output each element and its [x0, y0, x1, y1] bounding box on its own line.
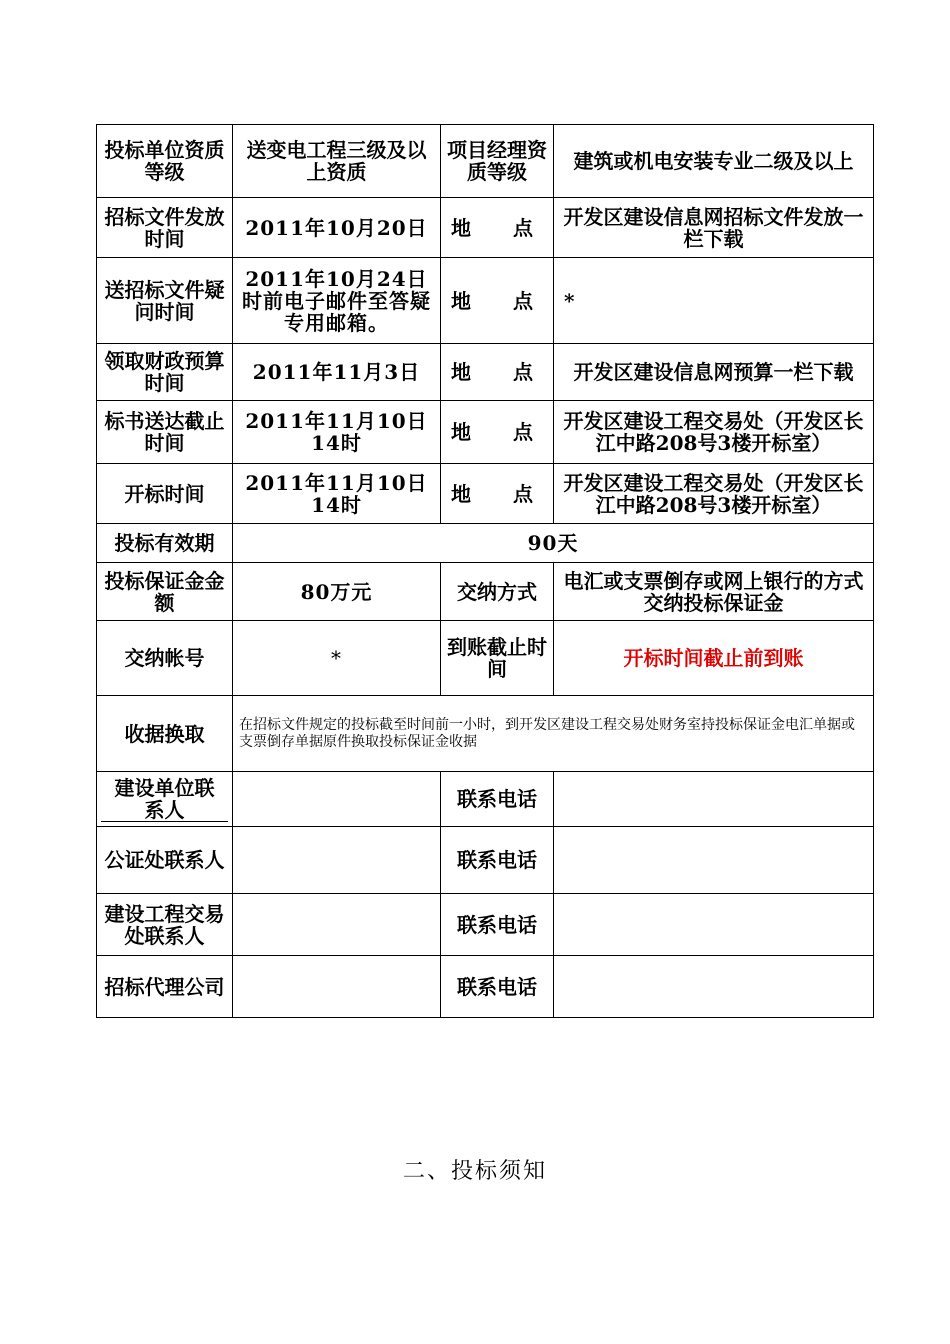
table-row	[97, 198, 874, 258]
value-client-contact	[233, 772, 441, 827]
cell-text: 开发区建设工程交易处（开发区长江中路208号3楼开标室）	[563, 471, 864, 516]
label-exchange-contact: 建设工程交易处联系人	[97, 894, 233, 956]
value-opening-location	[554, 464, 874, 524]
table-row	[97, 344, 874, 401]
value-budget-location: 开发区建设信息网预算一栏下载	[554, 344, 874, 401]
label-payment-method: 交纳方式	[441, 563, 554, 621]
label-receipt-exchange: 收据换取	[97, 696, 233, 772]
value-bid-deadline-location	[554, 401, 874, 464]
label-bid-deadline: 标书送达截止时间	[97, 401, 233, 464]
tender-info-table	[96, 124, 874, 1018]
value-doc-issue-location: 开发区建设信息网招标文件发放一栏下载	[554, 198, 874, 258]
label-location: 地 点	[441, 198, 554, 258]
value-validity: 90天	[233, 524, 874, 563]
label-phone: 联系电话	[441, 772, 554, 827]
label-validity: 投标有效期	[97, 524, 233, 563]
cell-text: 开发区建设工程交易处（开发区长江中路208号3楼开标室）	[563, 410, 864, 454]
value-bid-bond-amount: 80万元	[233, 563, 441, 621]
label-client-contact	[97, 772, 233, 827]
label-notary-contact: 公证处联系人	[97, 827, 233, 894]
label-phone: 联系电话	[441, 827, 554, 894]
table-row	[97, 772, 874, 827]
label-phone: 联系电话	[441, 894, 554, 956]
table-row	[97, 563, 874, 621]
value-account-number: *	[233, 621, 441, 696]
value-pm-qualification: 建筑或机电安装专业二级及以上	[554, 125, 874, 198]
label-pm-qualification: 项目经理资质等级	[441, 125, 554, 198]
label-bid-bond-amount: 投标保证金金额	[97, 563, 233, 621]
label-budget-time: 领取财政预算时间	[97, 344, 233, 401]
table-row	[97, 827, 874, 894]
value-agency	[233, 956, 441, 1018]
value-exchange-contact	[233, 894, 441, 956]
table-row	[97, 621, 874, 696]
table-row	[97, 956, 874, 1018]
label-phone: 联系电话	[441, 956, 554, 1018]
value-notary-contact	[233, 827, 441, 894]
label-opening-time: 开标时间	[97, 464, 233, 524]
value-client-phone	[554, 772, 874, 827]
value-notary-phone	[554, 827, 874, 894]
value-exchange-phone	[554, 894, 874, 956]
value-query-location: *	[554, 258, 874, 344]
label-location: 地 点	[441, 344, 554, 401]
label-arrival-deadline: 到账截止时间	[441, 621, 554, 696]
table-row	[97, 464, 874, 524]
table-row	[97, 125, 874, 198]
value-doc-issue-time: 2011年10月20日	[233, 198, 441, 258]
table-row	[97, 258, 874, 344]
value-receipt-exchange: 在招标文件规定的投标截至时间前一小时，到开发区建设工程交易处财务室持投标保证金电汇单据或支票倒存单据原件换取投标保证金收据	[233, 696, 874, 772]
label-location: 地 点	[441, 464, 554, 524]
value-agency-phone	[554, 956, 874, 1018]
label-agency: 招标代理公司	[97, 956, 233, 1018]
label-location: 地 点	[441, 258, 554, 344]
value-bid-deadline: 2011年11月10日14时	[233, 401, 441, 464]
value-query-time: 2011年10月24日时前电子邮件至答疑专用邮箱。	[233, 258, 441, 344]
label-account-number: 交纳帐号	[97, 621, 233, 696]
label-query-time: 送招标文件疑问时间	[97, 258, 233, 344]
table-row	[97, 524, 874, 563]
table-row	[97, 696, 874, 772]
value-budget-time: 2011年11月3日	[233, 344, 441, 401]
value-bidder-qualification: 送变电工程三级及以上资质	[233, 125, 441, 198]
cell-text: 建设单位联系人	[101, 777, 228, 822]
label-location: 地 点	[441, 401, 554, 464]
label-doc-issue-time: 招标文件发放时间	[97, 198, 233, 258]
table-row	[97, 894, 874, 956]
table-row	[97, 401, 874, 464]
value-opening-time: 2011年11月10日14时	[233, 464, 441, 524]
label-bidder-qualification: 投标单位资质等级	[97, 125, 233, 198]
value-arrival-deadline: 开标时间截止前到账	[554, 621, 874, 696]
section-title: 二、投标须知	[402, 1159, 547, 1184]
value-payment-method: 电汇或支票倒存或网上银行的方式交纳投标保证金	[554, 563, 874, 621]
